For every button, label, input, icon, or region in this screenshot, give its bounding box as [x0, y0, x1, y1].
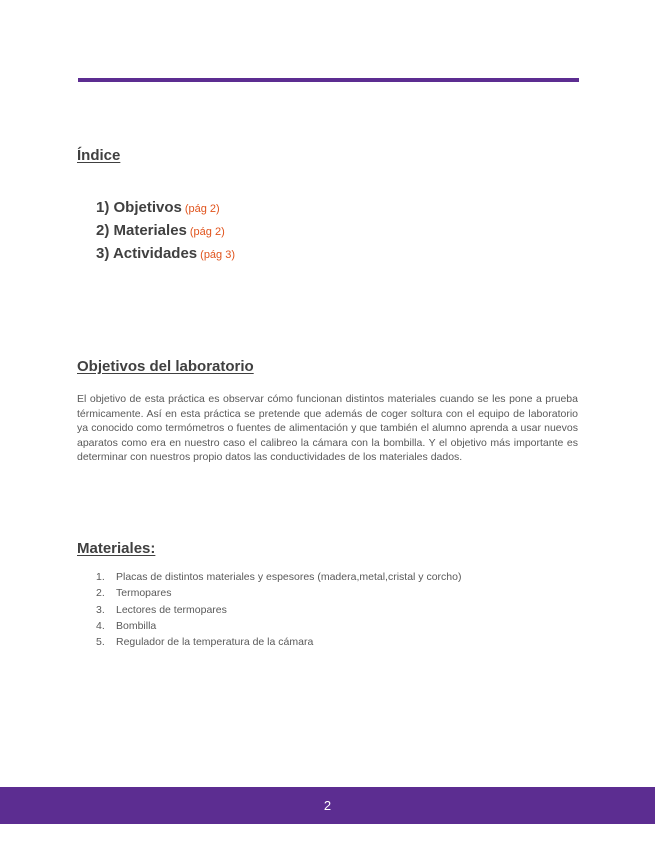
toc-item-page: (pág 3)	[200, 249, 236, 261]
toc-item-label: 1) Objetivos	[96, 199, 182, 216]
page-number: 2	[323, 798, 332, 813]
footer-bar	[0, 787, 655, 824]
list-item-text: Bombilla	[116, 619, 157, 632]
toc-item-label: 2) Materiales	[96, 222, 187, 239]
list-item	[96, 618, 461, 634]
list-item-number: 2.	[96, 587, 105, 600]
list-item	[96, 602, 461, 618]
materials-heading: Materiales:	[77, 540, 156, 557]
toc-item-page: (pág 2)	[189, 226, 225, 238]
list-item-number: 1.	[96, 571, 105, 583]
objectives-paragraph: El objetivo de esta práctica es observar cómo funcionan distintos materiales cuando se les pone a prueba térmicamente. Así en esta práctica se pretende que además de coger soltura con el equipo de laboratorio ya conocido como termómetros o fuentes de alimentación y que también el alumno aprenda a usar nuevos aparatos como era en nuestro caso el calibreo la cámara con la bombilla. Y el objetivo más importante es determinar con nuestros propio datos las conductividades de los materiales dados.	[77, 393, 578, 464]
header-rule	[78, 78, 579, 82]
list-item-text: Termopares	[116, 587, 172, 600]
list-item-text: Placas de distintos materiales y espesores (madera,metal,cristal y corcho)	[116, 571, 462, 583]
list-item	[96, 569, 461, 585]
list-item-number: 5.	[96, 636, 105, 649]
objectives-heading: Objetivos del laboratorio	[77, 358, 254, 375]
toc-item[interactable]	[96, 242, 235, 265]
list-item-text: Lectores de termopares	[116, 603, 227, 616]
list-item-number: 4.	[96, 619, 105, 632]
index-heading: Índice	[77, 147, 121, 164]
list-item	[96, 634, 461, 650]
toc-item-label: 3) Actividades	[96, 245, 198, 262]
toc-item-page: (pág 2)	[184, 203, 220, 215]
toc-item[interactable]	[96, 196, 235, 219]
materials-list	[96, 569, 461, 650]
table-of-contents	[96, 196, 235, 265]
list-item	[96, 585, 461, 601]
list-item-text: Regulador de la temperatura de la cámara	[116, 636, 314, 649]
toc-item[interactable]	[96, 219, 235, 242]
list-item-number: 3.	[96, 603, 105, 616]
